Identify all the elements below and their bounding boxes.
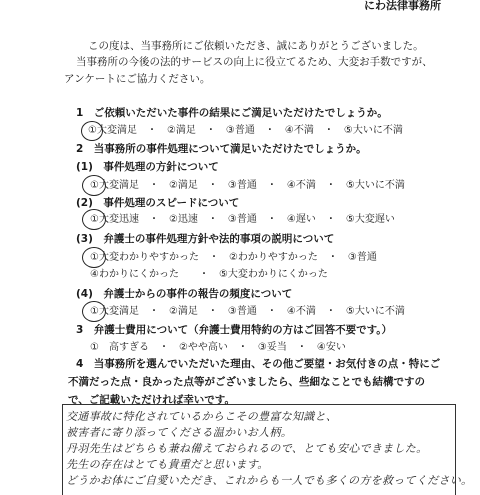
question-2-2-options: ①大変迅速 ・ ②迅速 ・ ③普通 ・ ④遅い ・ ⑤大変遅い (90, 214, 395, 225)
question-1-options: ①大変満足 ・ ②満足 ・ ③普通 ・ ④不満 ・ ⑤大いに不満 (88, 125, 403, 136)
question-2-1-title: (1) 事件処理の方針について (76, 161, 219, 173)
question-2-3-title: (3) 弁護士の事件処理方針や法的事項の説明について (76, 233, 335, 245)
question-2-4-options: ①大変満足 ・ ②満足 ・ ③普通 ・ ④不満 ・ ⑤大いに不満 (90, 306, 405, 317)
answer-circle-q2-4 (82, 301, 106, 322)
answer-circle-q2-3 (82, 247, 106, 268)
question-3-title: 3 弁護士費用について（弁護士費用特約の方はご回答不要です。） (76, 324, 393, 336)
question-2-1-options: ①大変満足 ・ ②満足 ・ ③普通 ・ ④不満 ・ ⑤大いに不満 (90, 180, 405, 191)
handwritten-line-4: 先生の存在はとても貴重だと思います。 (66, 458, 269, 471)
answer-circle-q2-2 (82, 209, 106, 230)
question-4-line-1: 4 当事務所を選んでいただいた理由、その他ご要望・お気付きの点・特にご (76, 358, 441, 370)
question-4-line-3: で、ご記載いただければ幸いです。 (68, 394, 235, 406)
question-2-2-title: (2) 事件処理のスピードについて (76, 197, 240, 209)
answer-circle-q2-1 (82, 175, 106, 196)
intro-line-2: 当事務所の今後の法的サービスの向上に役立てるため、大変お手数ですが、 (76, 56, 433, 68)
handwritten-line-5: どうかお体にご自愛いただき、これからも一人でも多くの方を救ってください。 (66, 474, 473, 487)
question-4-line-2: 不満だった点・良かった点等がございましたら、些細なことでも結構ですの (68, 376, 425, 388)
handwritten-line-2: 被害者に寄り添ってくださる温かいお人柄。 (66, 426, 292, 439)
question-1-title: 1 ご依頼いただいた事件の結果にご満足いただけたでしょうか。 (76, 107, 388, 119)
firm-name: にわ法律事務所 (364, 0, 441, 12)
answer-circle-q1 (81, 121, 103, 141)
intro-line-3: アンケートにご協力ください。 (64, 73, 211, 85)
question-2-title: 2 当事務所の事件処理について満足いただけたでしょうか。 (76, 143, 367, 155)
intro-line-1: この度は、当事務所にご依頼いただき、誠にありがとうございました。 (88, 40, 424, 52)
handwritten-line-1: 交通事故に特化されているからこその豊富な知識と、 (66, 410, 338, 423)
question-2-3-options-2: ④わかりにくかった ・ ⑤大変わかりにくかった (90, 269, 328, 280)
question-2-4-title: (4) 弁護士からの事件の報告の頻度について (76, 288, 293, 300)
question-3-options: ① 高すぎる ・ ②やや高い ・ ③妥当 ・ ④安い (90, 342, 346, 353)
question-2-3-options-1: ①大変わかりやすかった ・ ②わかりやすかった ・ ③普通 (90, 252, 377, 263)
handwritten-line-3: 丹羽先生はどちらも兼ね備えておられるので、とても安心できました。 (66, 442, 428, 455)
